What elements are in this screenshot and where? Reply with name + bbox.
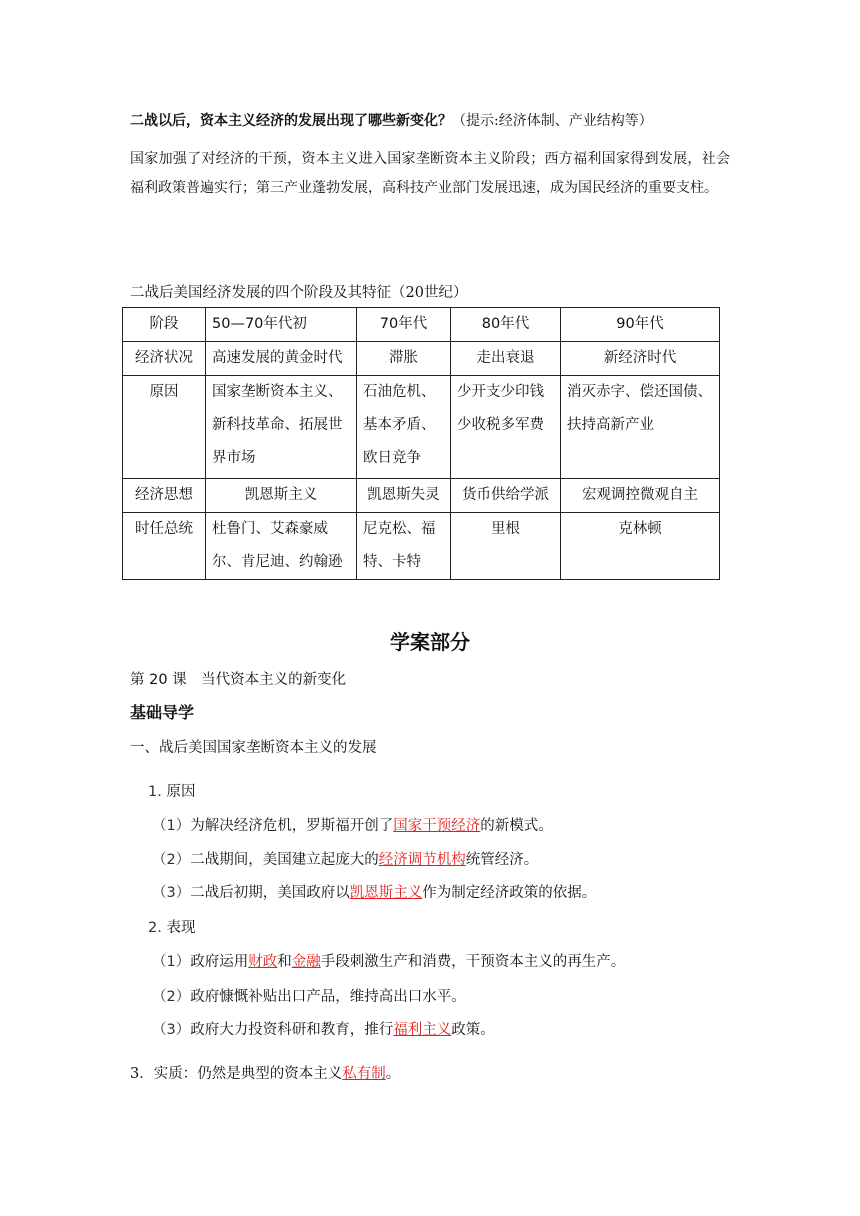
table-cell: 新经济时代 (561, 342, 720, 376)
heading-number: 2. (148, 920, 162, 936)
table-cell: 国家垄断资本主义、新科技革命、拓展世界市场 (206, 376, 357, 479)
item-text: 政策。 (451, 1022, 495, 1038)
item-text: 政府大力投资科研和教育，推行 (190, 1022, 394, 1038)
item-text: 二战后初期，美国政府以 (190, 885, 350, 901)
question (130, 110, 653, 130)
heading-causes (148, 780, 195, 801)
table-header-cell: 50—70年代初 (206, 308, 357, 342)
table-cell: 原因 (123, 376, 206, 479)
cause-item (152, 814, 553, 835)
table-cell: 货币供给学派 (451, 479, 561, 513)
question-bold: 二战以后，资本主义经济的发展出现了哪些新变化？ (130, 113, 452, 129)
table-cell: 尼克松、福特、卡特 (357, 513, 451, 580)
item-number: （3） (152, 885, 191, 901)
table-cell: 凯恩斯主义 (206, 479, 357, 513)
table-cell: 消灭赤字、偿还国债、扶持高新产业 (561, 376, 720, 479)
table-row (123, 513, 720, 580)
heading-manifestations (148, 916, 195, 937)
item-number: （1） (152, 818, 191, 834)
table-row (123, 342, 720, 376)
table-cell: 经济思想 (123, 479, 206, 513)
table-header-cell: 80年代 (451, 308, 561, 342)
table-cell: 石油危机、基本矛盾、欧日竞争 (357, 376, 451, 479)
heading-text: 原因 (166, 784, 196, 800)
item-number: （3） (152, 1022, 191, 1038)
table-cell: 少开支少印钱少收税多军费 (451, 376, 561, 479)
table-cell: 凯恩斯失灵 (357, 479, 451, 513)
table-cell: 宏观调控微观自主 (561, 479, 720, 513)
table-header-cell: 70年代 (357, 308, 451, 342)
table-header-row (123, 308, 720, 342)
table-caption: 二战后美国经济发展的四个阶段及其特征（20世纪） (130, 285, 468, 301)
table-cell: 杜鲁门、艾森豪威尔、肯尼迪、约翰逊 (206, 513, 357, 580)
item-text: 二战期间，美国建立起庞大的 (190, 852, 379, 868)
section-heading: 基础导学 (130, 703, 195, 722)
subsection-heading: 一、战后美国国家垄断资本主义的发展 (130, 740, 377, 756)
table-cell: 走出衰退 (451, 342, 561, 376)
table-cell: 里根 (451, 513, 561, 580)
heading-text: 表现 (166, 920, 196, 936)
manifestation-item (152, 950, 625, 971)
heading-number: 1. (148, 784, 162, 800)
us-economy-table (122, 307, 720, 580)
study-title: 学案部分 (390, 630, 470, 654)
answer-highlight: 福利主义 (393, 1022, 452, 1038)
table-header-cell: 阶段 (123, 308, 206, 342)
question-hint: （提示:经济体制、产业结构等） (452, 113, 653, 129)
table-cell: 滞胀 (357, 342, 451, 376)
answer-highlight: 经济调节机构 (378, 852, 466, 868)
answer-highlight: 财政 (248, 954, 278, 970)
manifestation-item (152, 985, 466, 1006)
table-cell: 时任总统 (123, 513, 206, 580)
table-header-cell: 90年代 (561, 308, 720, 342)
cause-item (152, 881, 596, 902)
cause-item (152, 848, 538, 869)
answer-highlight: 金融 (291, 954, 321, 970)
item-text: 的新模式。 (480, 818, 553, 834)
item-text: 为解决经济危机，罗斯福开创了 (190, 818, 394, 834)
table-row (123, 479, 720, 513)
answer-paragraph: 国家加强了对经济的干预，资本主义进入国家垄断资本主义阶段；西方福利国家得到发展，社会福利政策普遍实行；第三产业蓬勃发展，高科技产业部门发展迅速，成为国民经济的重要支柱。 (130, 151, 730, 196)
table-row (123, 376, 720, 479)
table-cell: 克林顿 (561, 513, 720, 580)
item-text: 政府慷慨补贴出口产品，维持高出口水平。 (190, 989, 466, 1005)
answer-highlight: 凯恩斯主义 (349, 885, 423, 901)
lesson-title: 第 20 课 当代资本主义的新变化 (130, 672, 347, 688)
item-text: 3．实质：仍然是典型的资本主义 (130, 1066, 343, 1082)
answer-highlight: 私有制 (342, 1066, 386, 1082)
item-text: 。 (385, 1066, 401, 1082)
item-number: （2） (152, 852, 191, 868)
essence-line (130, 1062, 400, 1083)
item-number: （2） (152, 989, 191, 1005)
manifestation-item (152, 1018, 495, 1039)
item-text: 作为制定经济政策的依据。 (422, 885, 597, 901)
answer-highlight: 国家干预经济 (393, 818, 481, 834)
item-text: 手段刺激生产和消费，干预资本主义的再生产。 (320, 954, 626, 970)
item-text: 统管经济。 (465, 852, 539, 868)
table-cell: 经济状况 (123, 342, 206, 376)
table-cell: 高速发展的黄金时代 (206, 342, 357, 376)
item-text: 和 (277, 954, 292, 970)
item-text: 政府运用 (190, 954, 249, 970)
item-number: （1） (152, 954, 191, 970)
